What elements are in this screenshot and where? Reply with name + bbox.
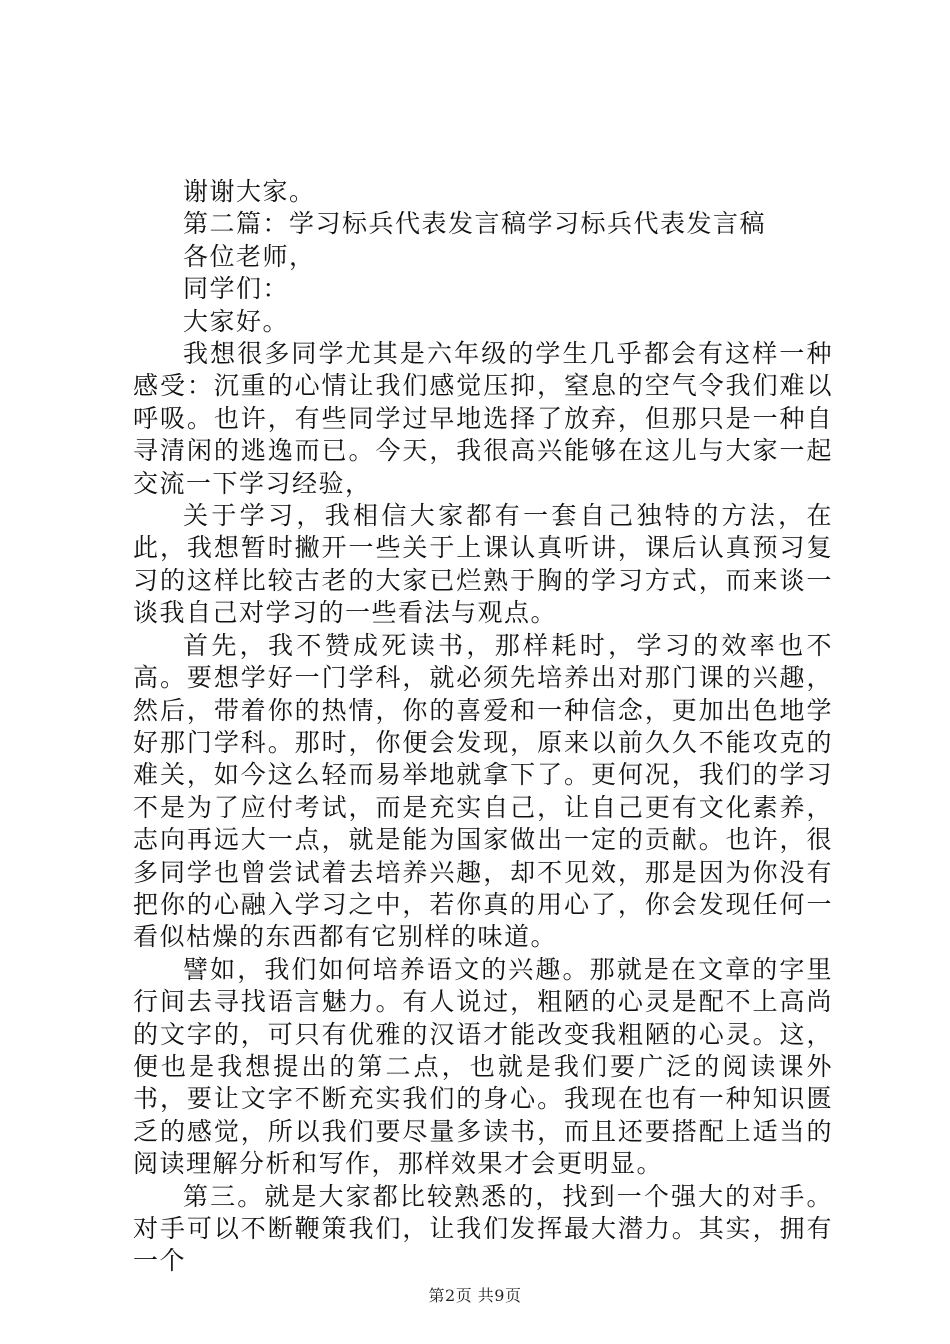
paragraph-first-point: 首先，我不赞成死读书，那样耗时，学习的效率也不高。要想学好一门学科，就必须先培养出对那门课的兴趣，然后，带着你的热情，你的喜爱和一种信念，更加出色地学好那门学科。那时，你便会发现，原来以前久久不能攻克的难关，如今这么轻而易举地就拿下了。更何况，我们的学习不是为了应付考试，而是充实自己，让自己更有文化素养，志向再远大一点，就是能为国家做出一定的贡献。也许，很多同学也曾尝试着去培养兴趣，却不见效，那是因为你没有把你的心融入学习之中，若你真的用心了，你会发现任何一看似枯燥的东西都有它别样的味道。 (133, 630, 833, 952)
page-number-footer: 第2页 共9页 (428, 1286, 522, 1305)
document-body (133, 176, 833, 1278)
paragraph-chapter-title: 第二篇：学习标兵代表发言稿学习标兵代表发言稿 (183, 209, 767, 239)
paragraph-greeting-teachers: 各位老师， (183, 241, 316, 271)
paragraph-hello: 大家好。 (183, 306, 290, 336)
paragraph-greeting-students: 同学们： (183, 274, 290, 304)
paragraph-intro: 我想很多同学尤其是六年级的学生几乎都会有这样一种感受：沉重的心情让我们感觉压抑，窒息的空气令我们难以呼吸。也许，有些同学过早地选择了放弃，但那只是一种自寻清闲的逃逸而已。今天，我很高兴能够在这儿与大家一起交流一下学习经验， (133, 339, 833, 498)
paragraph-thanks: 谢谢大家。 (183, 177, 316, 206)
paragraph-third-point: 第三。就是大家都比较熟悉的，找到一个强大的对手。对手可以不断鞭策我们，让我们发挥最大潜力。其实，拥有一个 (133, 1181, 833, 1276)
paragraph-about-learning: 关于学习，我相信大家都有一套自己独特的方法，在此，我想暂时撇开一些关于上课认真听讲，课后认真预习复习的这样比较古老的大家已烂熟于胸的学习方式，而来谈一谈我自己对学习的一些看法与观点。 (133, 501, 833, 628)
paragraph-example-chinese: 譬如，我们如何培养语文的兴趣。那就是在文章的字里行间去寻找语言魅力。有人说过，粗陋的心灵是配不上高尚的文字的，可只有优雅的汉语才能改变我粗陋的心灵。这，便也是我想提出的第二点，也就是我们要广泛的阅读课外书，要让文字不断充实我们的身心。我现在也有一种知识匮乏的感觉，所以我们要尽量多读书，而且还要搭配上适当的阅读理解分析和写作，那样效果才会更明显。 (133, 954, 833, 1179)
